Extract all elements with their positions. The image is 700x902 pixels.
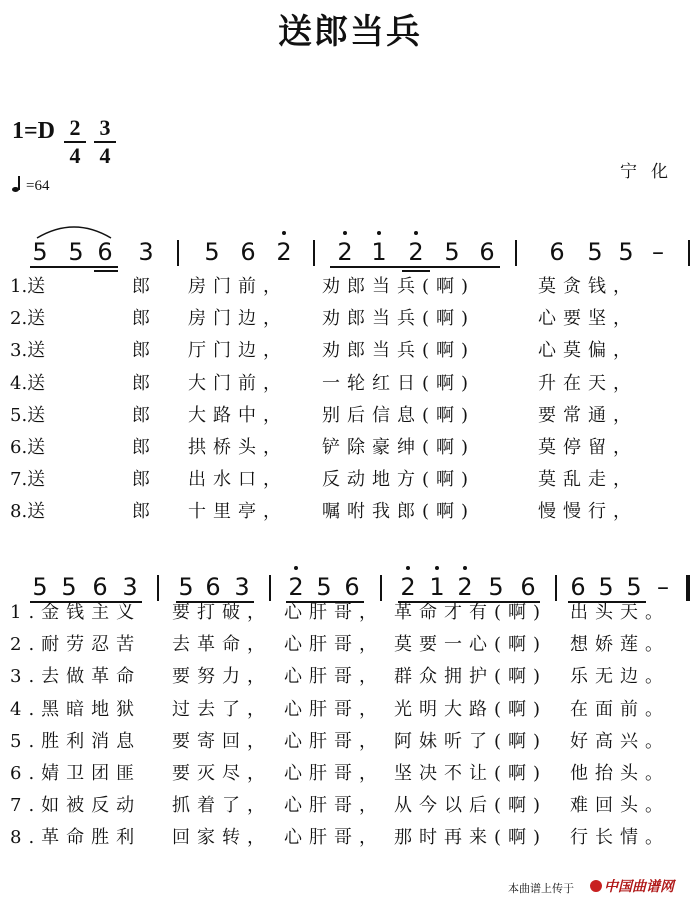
lyric-phrase: 要寄回， xyxy=(172,730,272,752)
lyric-phrase: 回家转， xyxy=(172,827,272,849)
note: 3 xyxy=(122,573,138,601)
bar-line xyxy=(688,240,690,266)
lyric-phrase: 劝郎当兵(啊) xyxy=(322,308,476,330)
lyric-phrase: 心肝哥， xyxy=(284,602,384,623)
tempo-marking xyxy=(12,176,49,195)
lyric-phrase: 去革命， xyxy=(172,634,272,656)
lyric-phrase: 要灭尽， xyxy=(172,763,272,784)
lyric-phrase: 7.如被反动 xyxy=(10,795,142,817)
lyric-phrase: 他抬头。 xyxy=(570,763,670,784)
lyric-phrase: 郎 xyxy=(132,372,157,394)
note: 5 xyxy=(316,573,332,601)
lyric-phrase: 群众拥护(啊) xyxy=(394,666,548,688)
lyric-phrase: 那时再来(啊) xyxy=(394,827,548,849)
lyric-phrase: 出头天。 xyxy=(570,602,670,623)
lyric-phrase: 郎 xyxy=(132,469,157,491)
note: 3 xyxy=(234,573,250,601)
beam-underline xyxy=(94,270,118,272)
note: 5 xyxy=(68,238,84,266)
lyric-phrase: 郎 xyxy=(132,276,157,297)
lyric-phrase: 难回头。 xyxy=(570,795,670,817)
tempo-value: =64 xyxy=(26,178,50,194)
time-bottom: 4 xyxy=(99,143,111,168)
lyric-phrase: 5.送 xyxy=(10,404,46,426)
lyric-phrase: 大门前， xyxy=(188,372,288,394)
lyric-phrase: 心肝哥， xyxy=(284,666,384,688)
time-top: 3 xyxy=(99,115,111,140)
bar-line xyxy=(555,575,557,601)
lyric-phrase: 郎 xyxy=(132,437,157,458)
lyric-phrase: 郎 xyxy=(132,501,157,523)
note: 5 xyxy=(587,238,603,266)
lyric-phrase: 要打破， xyxy=(172,602,272,623)
lyric-phrase: 郎 xyxy=(132,308,157,330)
lyric-phrase: 莫停留， xyxy=(538,437,638,458)
time-top: 2 xyxy=(69,115,81,140)
lyric-phrase: 行长情。 xyxy=(570,827,670,849)
lyric-phrase: 郎 xyxy=(132,404,157,426)
note: 2 xyxy=(288,573,304,601)
lyric-phrase: 要努力， xyxy=(172,666,272,688)
lyric-phrase: 心肝哥， xyxy=(284,827,384,849)
lyric-phrase: 3.送 xyxy=(10,340,46,362)
lyric-phrase: 2.耐劳忍苦 xyxy=(10,634,142,656)
quarter-note-icon xyxy=(12,176,22,192)
note: 1 xyxy=(371,238,387,266)
lyric-phrase: 拱桥头， xyxy=(188,437,288,458)
time-signature-2-4 xyxy=(62,116,88,168)
octave-dot xyxy=(343,231,347,235)
lyric-phrase: 铲除豪绅(啊) xyxy=(322,437,476,458)
lyric-phrase: 劝郎当兵(啊) xyxy=(322,276,476,297)
lyric-phrase: 心肝哥， xyxy=(284,730,384,752)
lyric-phrase: 出水口， xyxy=(188,469,288,491)
lyric-phrase: 心要坚， xyxy=(538,308,638,330)
note: – xyxy=(652,238,664,266)
lyric-phrase: 革命才有(啊) xyxy=(394,602,548,623)
bar-line xyxy=(686,575,690,601)
lyric-phrase: 心肝哥， xyxy=(284,634,384,656)
lyric-phrase: 房门前， xyxy=(188,276,288,297)
key-signature: 1=D xyxy=(12,118,56,144)
note: 6 xyxy=(240,238,256,266)
lyric-phrase: 6.婧卫团匪 xyxy=(10,763,142,784)
note: 5 xyxy=(488,573,504,601)
time-signature-3-4 xyxy=(92,116,118,168)
octave-dot xyxy=(435,566,439,570)
site-logo[interactable] xyxy=(590,876,674,896)
note: 6 xyxy=(549,238,565,266)
note: 2 xyxy=(400,573,416,601)
lyric-phrase: 8.革命胜利 xyxy=(10,827,142,849)
bar-line xyxy=(177,240,179,266)
note: 6 xyxy=(92,573,108,601)
composer-credit: 宁化 xyxy=(620,162,682,182)
lyric-phrase: 2.送 xyxy=(10,308,46,330)
bar-line xyxy=(313,240,315,266)
lyric-phrase: 阿妹听了(啊) xyxy=(394,730,548,752)
note: 5 xyxy=(598,573,614,601)
lyric-phrase: 房门边， xyxy=(188,308,288,330)
lyric-phrase: 莫贪钱， xyxy=(538,276,638,297)
lyric-phrase: 过去了， xyxy=(172,698,272,720)
lyric-phrase: 别后信息(啊) xyxy=(322,404,476,426)
note: 2 xyxy=(408,238,424,266)
lyric-phrase: 4.送 xyxy=(10,372,46,394)
note: 5 xyxy=(178,573,194,601)
lyric-phrase: 慢慢行， xyxy=(538,501,638,523)
note: – xyxy=(657,573,669,601)
note: 5 xyxy=(444,238,460,266)
lyric-phrase: 十里亭， xyxy=(188,501,288,523)
lyric-phrase: 4.黑暗地狱 xyxy=(10,698,142,720)
note: 6 xyxy=(520,573,536,601)
octave-dot xyxy=(414,231,418,235)
time-bottom: 4 xyxy=(69,143,81,168)
note: 5 xyxy=(626,573,642,601)
octave-dot xyxy=(282,231,286,235)
lyric-phrase: 厅门边， xyxy=(188,340,288,362)
note: 5 xyxy=(32,573,48,601)
lyric-phrase: 3.去做革命 xyxy=(10,666,142,688)
note: 6 xyxy=(97,238,113,266)
lyric-phrase: 1.金钱主义 xyxy=(10,602,142,623)
lyric-phrase: 抓着了， xyxy=(172,795,272,817)
note: 1 xyxy=(429,573,445,601)
lyric-phrase: 嘱咐我郎(啊) xyxy=(322,501,476,523)
lyric-phrase: 郎 xyxy=(132,340,157,362)
lyric-phrase: 想娇莲。 xyxy=(570,634,670,656)
lyric-phrase: 反动地方(啊) xyxy=(322,469,476,491)
lyric-phrase: 6.送 xyxy=(10,437,46,458)
song-title: 送郎当兵 xyxy=(278,12,422,52)
slur-arc xyxy=(36,222,112,240)
lyric-phrase: 8.送 xyxy=(10,501,46,523)
beam-underline xyxy=(330,266,500,268)
lyric-phrase: 心莫偏， xyxy=(538,340,638,362)
note: 6 xyxy=(344,573,360,601)
upload-credit: 本曲谱上传于 xyxy=(508,882,574,895)
note: 3 xyxy=(138,238,154,266)
logo-icon xyxy=(590,880,602,892)
note: 2 xyxy=(457,573,473,601)
octave-dot xyxy=(406,566,410,570)
lyric-phrase: 从今以后(啊) xyxy=(394,795,548,817)
lyric-phrase: 升在天， xyxy=(538,372,638,394)
octave-dot xyxy=(377,231,381,235)
note: 2 xyxy=(276,238,292,266)
note: 5 xyxy=(618,238,634,266)
note: 5 xyxy=(61,573,77,601)
note: 5 xyxy=(204,238,220,266)
octave-dot xyxy=(463,566,467,570)
lyric-phrase: 大路中， xyxy=(188,404,288,426)
lyric-phrase: 5.胜利消息 xyxy=(10,730,142,752)
note: 6 xyxy=(570,573,586,601)
lyric-phrase: 心肝哥， xyxy=(284,763,384,784)
note: 6 xyxy=(479,238,495,266)
lyric-phrase: 要常通， xyxy=(538,404,638,426)
lyric-phrase: 莫乱走， xyxy=(538,469,638,491)
lyric-phrase: 光明大路(啊) xyxy=(394,698,548,720)
note: 5 xyxy=(32,238,48,266)
lyric-phrase: 7.送 xyxy=(10,469,46,491)
lyric-phrase: 劝郎当兵(啊) xyxy=(322,340,476,362)
beam-underline xyxy=(30,266,118,268)
lyric-phrase: 心肝哥， xyxy=(284,698,384,720)
lyric-phrase: 坚决不让(啊) xyxy=(394,763,548,784)
note: 6 xyxy=(205,573,221,601)
bar-line xyxy=(157,575,159,601)
bar-line xyxy=(515,240,517,266)
lyric-phrase: 在面前。 xyxy=(570,698,670,720)
lyric-phrase: 心肝哥， xyxy=(284,795,384,817)
lyric-phrase: 乐无边。 xyxy=(570,666,670,688)
lyric-phrase: 一轮红日(啊) xyxy=(322,372,476,394)
octave-dot xyxy=(294,566,298,570)
lyric-phrase: 莫要一心(啊) xyxy=(394,634,548,656)
note: 2 xyxy=(337,238,353,266)
logo-text: 中国曲谱网 xyxy=(604,879,674,895)
lyric-phrase: 1.送 xyxy=(10,276,46,297)
lyric-phrase: 好高兴。 xyxy=(570,730,670,752)
